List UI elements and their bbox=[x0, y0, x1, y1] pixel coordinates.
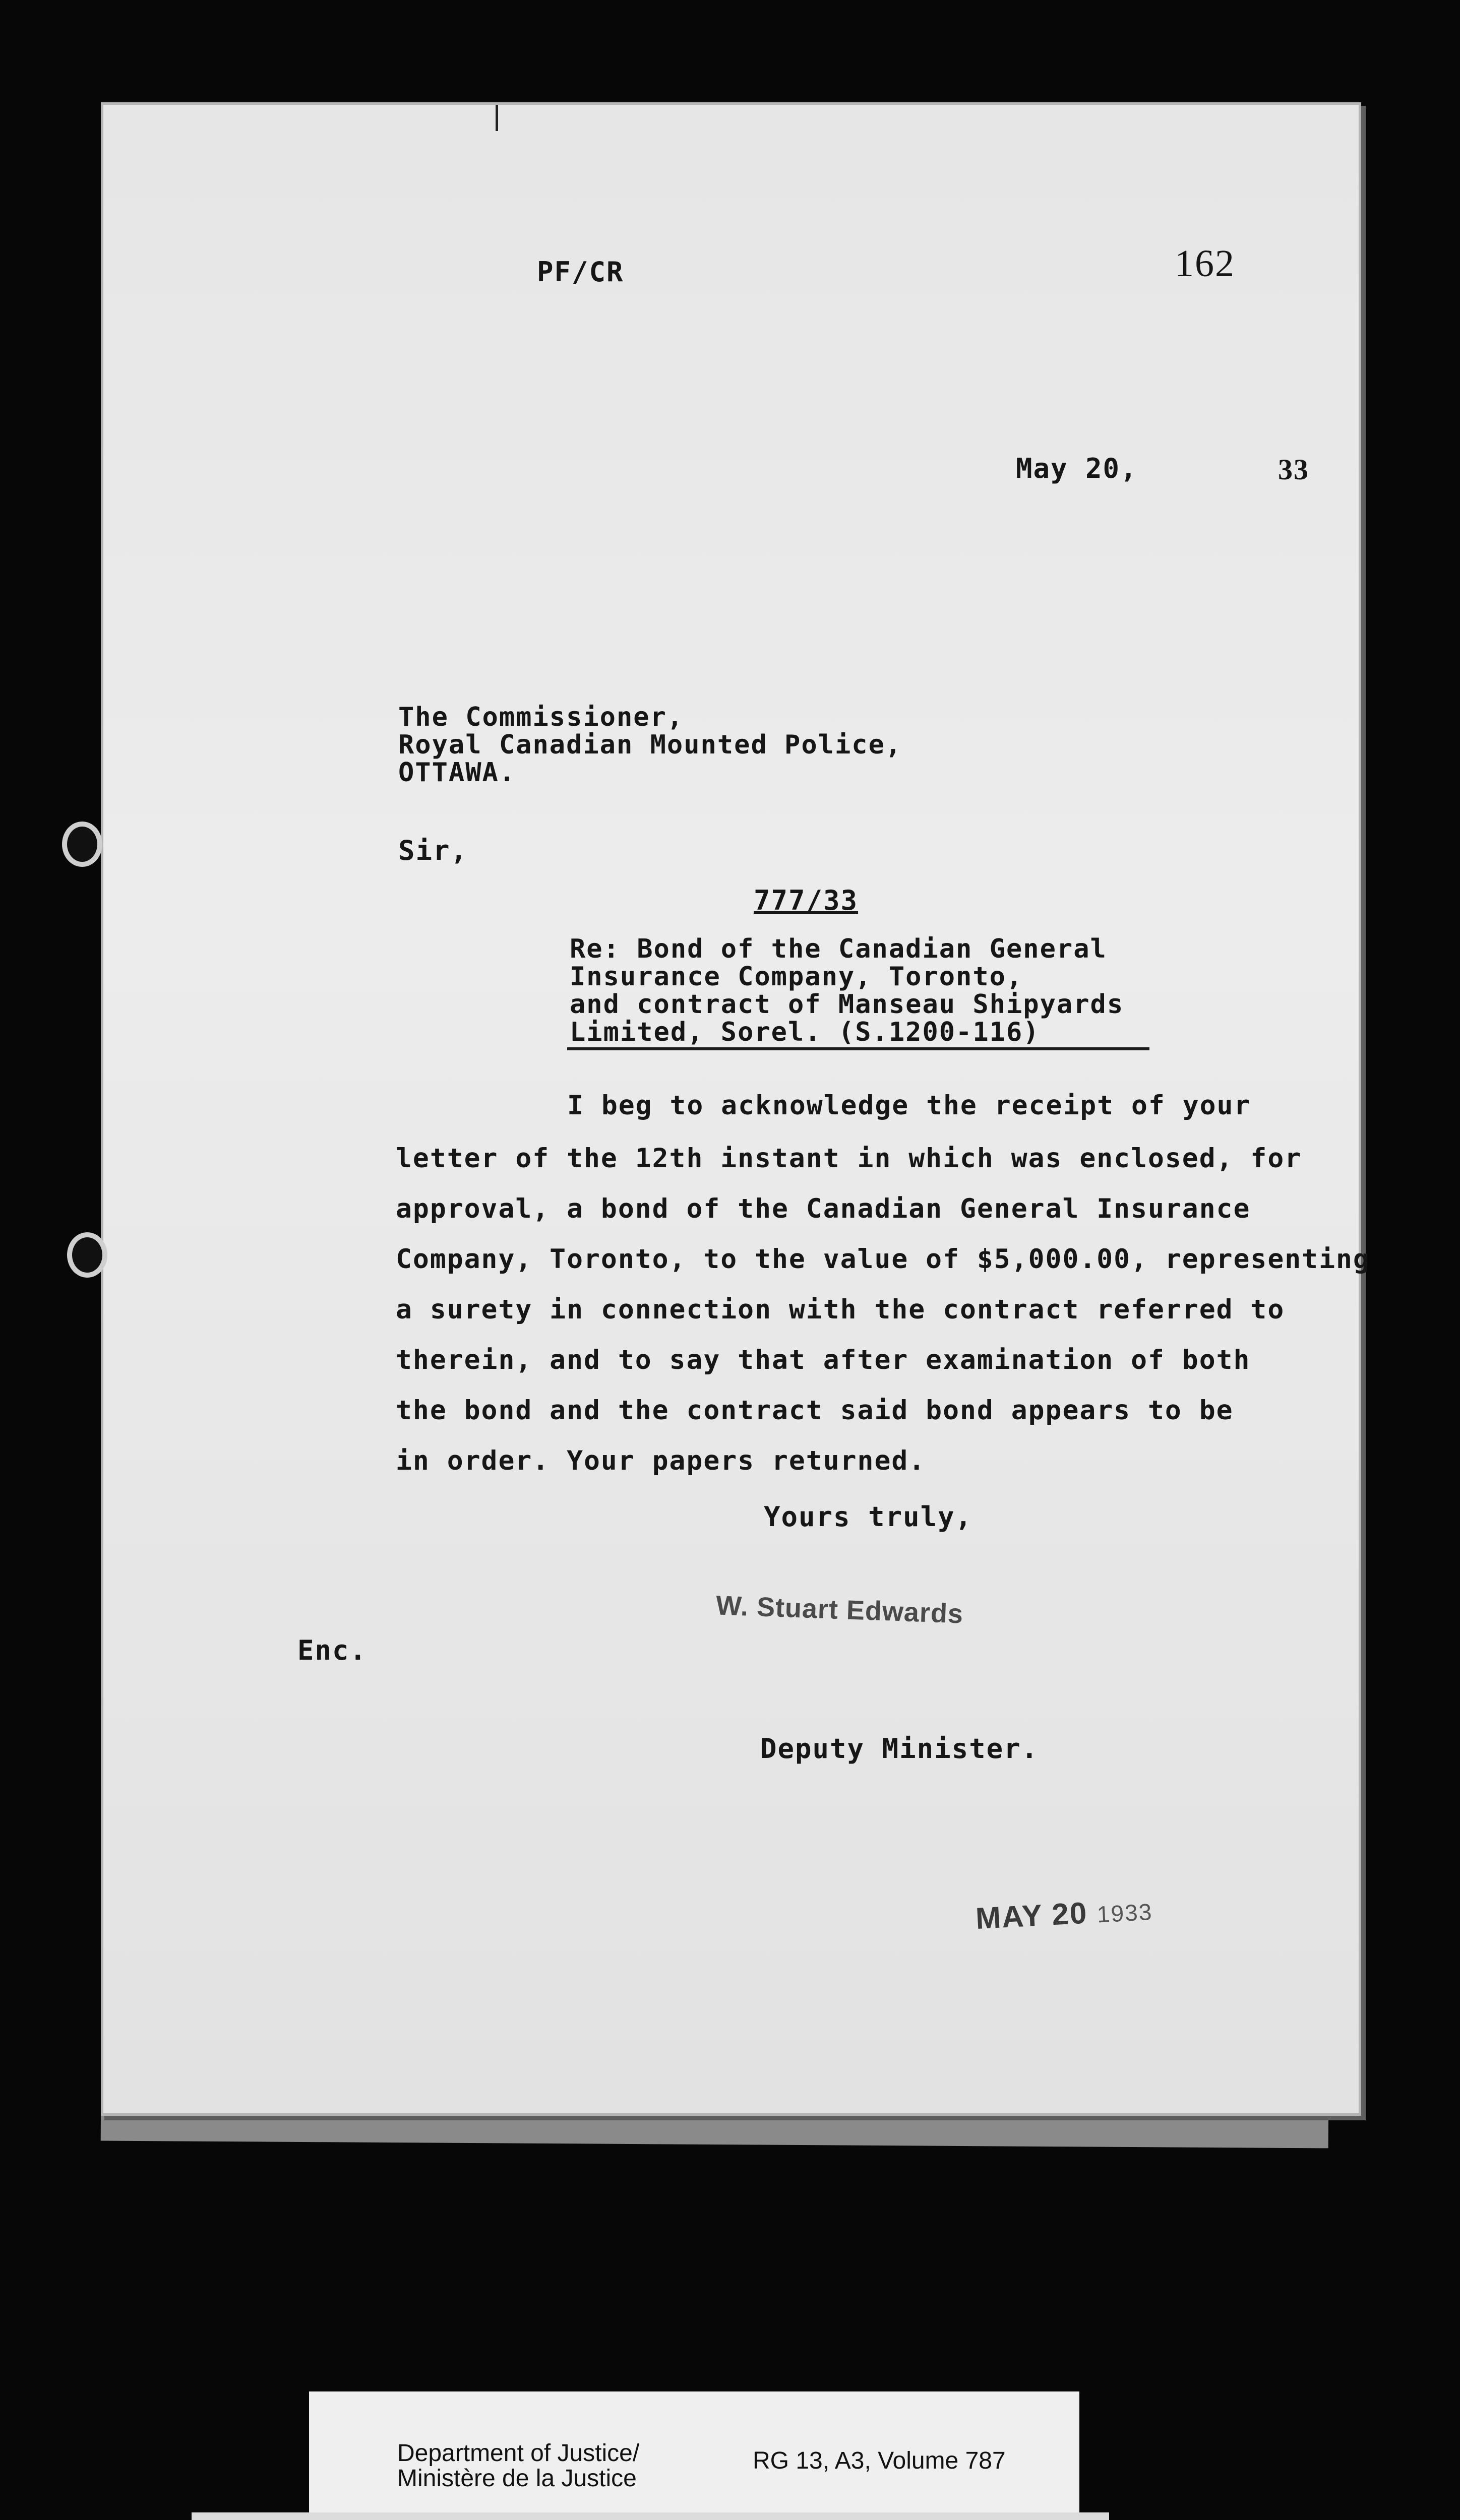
received-date-stamp bbox=[975, 1892, 1153, 1936]
public-archives-banner bbox=[192, 2512, 1109, 2520]
signer-title: Deputy Minister. bbox=[760, 1733, 1039, 1765]
body-line: the bond and the contract said bond appears to be bbox=[396, 1395, 1234, 1426]
letter-date: May 20, bbox=[1016, 453, 1138, 484]
subject-underline bbox=[567, 1047, 1149, 1050]
letter-year: 33 bbox=[1278, 453, 1309, 486]
recipient-line: OTTAWA. bbox=[398, 758, 516, 788]
department-english: Department of Justice/ bbox=[397, 2440, 640, 2467]
enclosure-note: Enc. bbox=[297, 1634, 368, 1666]
paper-mark bbox=[496, 105, 498, 131]
archive-reference-label bbox=[309, 2391, 1079, 2512]
body-line: letter of the 12th instant in which was enclosed, for bbox=[396, 1143, 1302, 1174]
body-line: approval, a bond of the Canadian General Insurance bbox=[396, 1193, 1251, 1224]
signature-stamp: W. Stuart Edwards bbox=[715, 1590, 964, 1629]
subject-line: Limited, Sorel. (S.1200-116) bbox=[570, 1017, 1040, 1047]
body-line: a surety in connection with the contract referred to bbox=[396, 1294, 1285, 1325]
subject-line: and contract of Manseau Shipyards bbox=[570, 989, 1124, 1020]
salutation: Sir, bbox=[398, 835, 468, 866]
file-number: 777/33 bbox=[754, 885, 859, 916]
punch-hole bbox=[67, 827, 97, 862]
body-line: in order. Your papers returned. bbox=[396, 1445, 926, 1476]
body-line: Company, Toronto, to the value of $5,000.00, representing bbox=[396, 1244, 1370, 1275]
body-line: therein, and to say that after examination of both bbox=[396, 1345, 1251, 1375]
stamp-year: 1933 bbox=[1096, 1898, 1153, 1928]
letter-page bbox=[103, 105, 1370, 2113]
stamp-date: MAY 20 bbox=[975, 1896, 1088, 1936]
page-number: 162 bbox=[1175, 242, 1235, 285]
body-line: I beg to acknowledge the receipt of your bbox=[567, 1090, 1251, 1121]
recipient-line: Royal Canadian Mounted Police, bbox=[398, 730, 902, 760]
closing: Yours truly, bbox=[764, 1501, 973, 1533]
department-french: Ministère de la Justice bbox=[397, 2465, 637, 2492]
subject-line: Insurance Company, Toronto, bbox=[570, 962, 1023, 992]
archive-reference: RG 13, A3, Volume 787 bbox=[753, 2447, 1006, 2474]
punch-hole bbox=[72, 1237, 102, 1273]
subject-line: Re: Bond of the Canadian General bbox=[570, 934, 1107, 964]
recipient-line: The Commissioner, bbox=[398, 702, 684, 732]
reference-initials: PF/CR bbox=[537, 256, 624, 288]
